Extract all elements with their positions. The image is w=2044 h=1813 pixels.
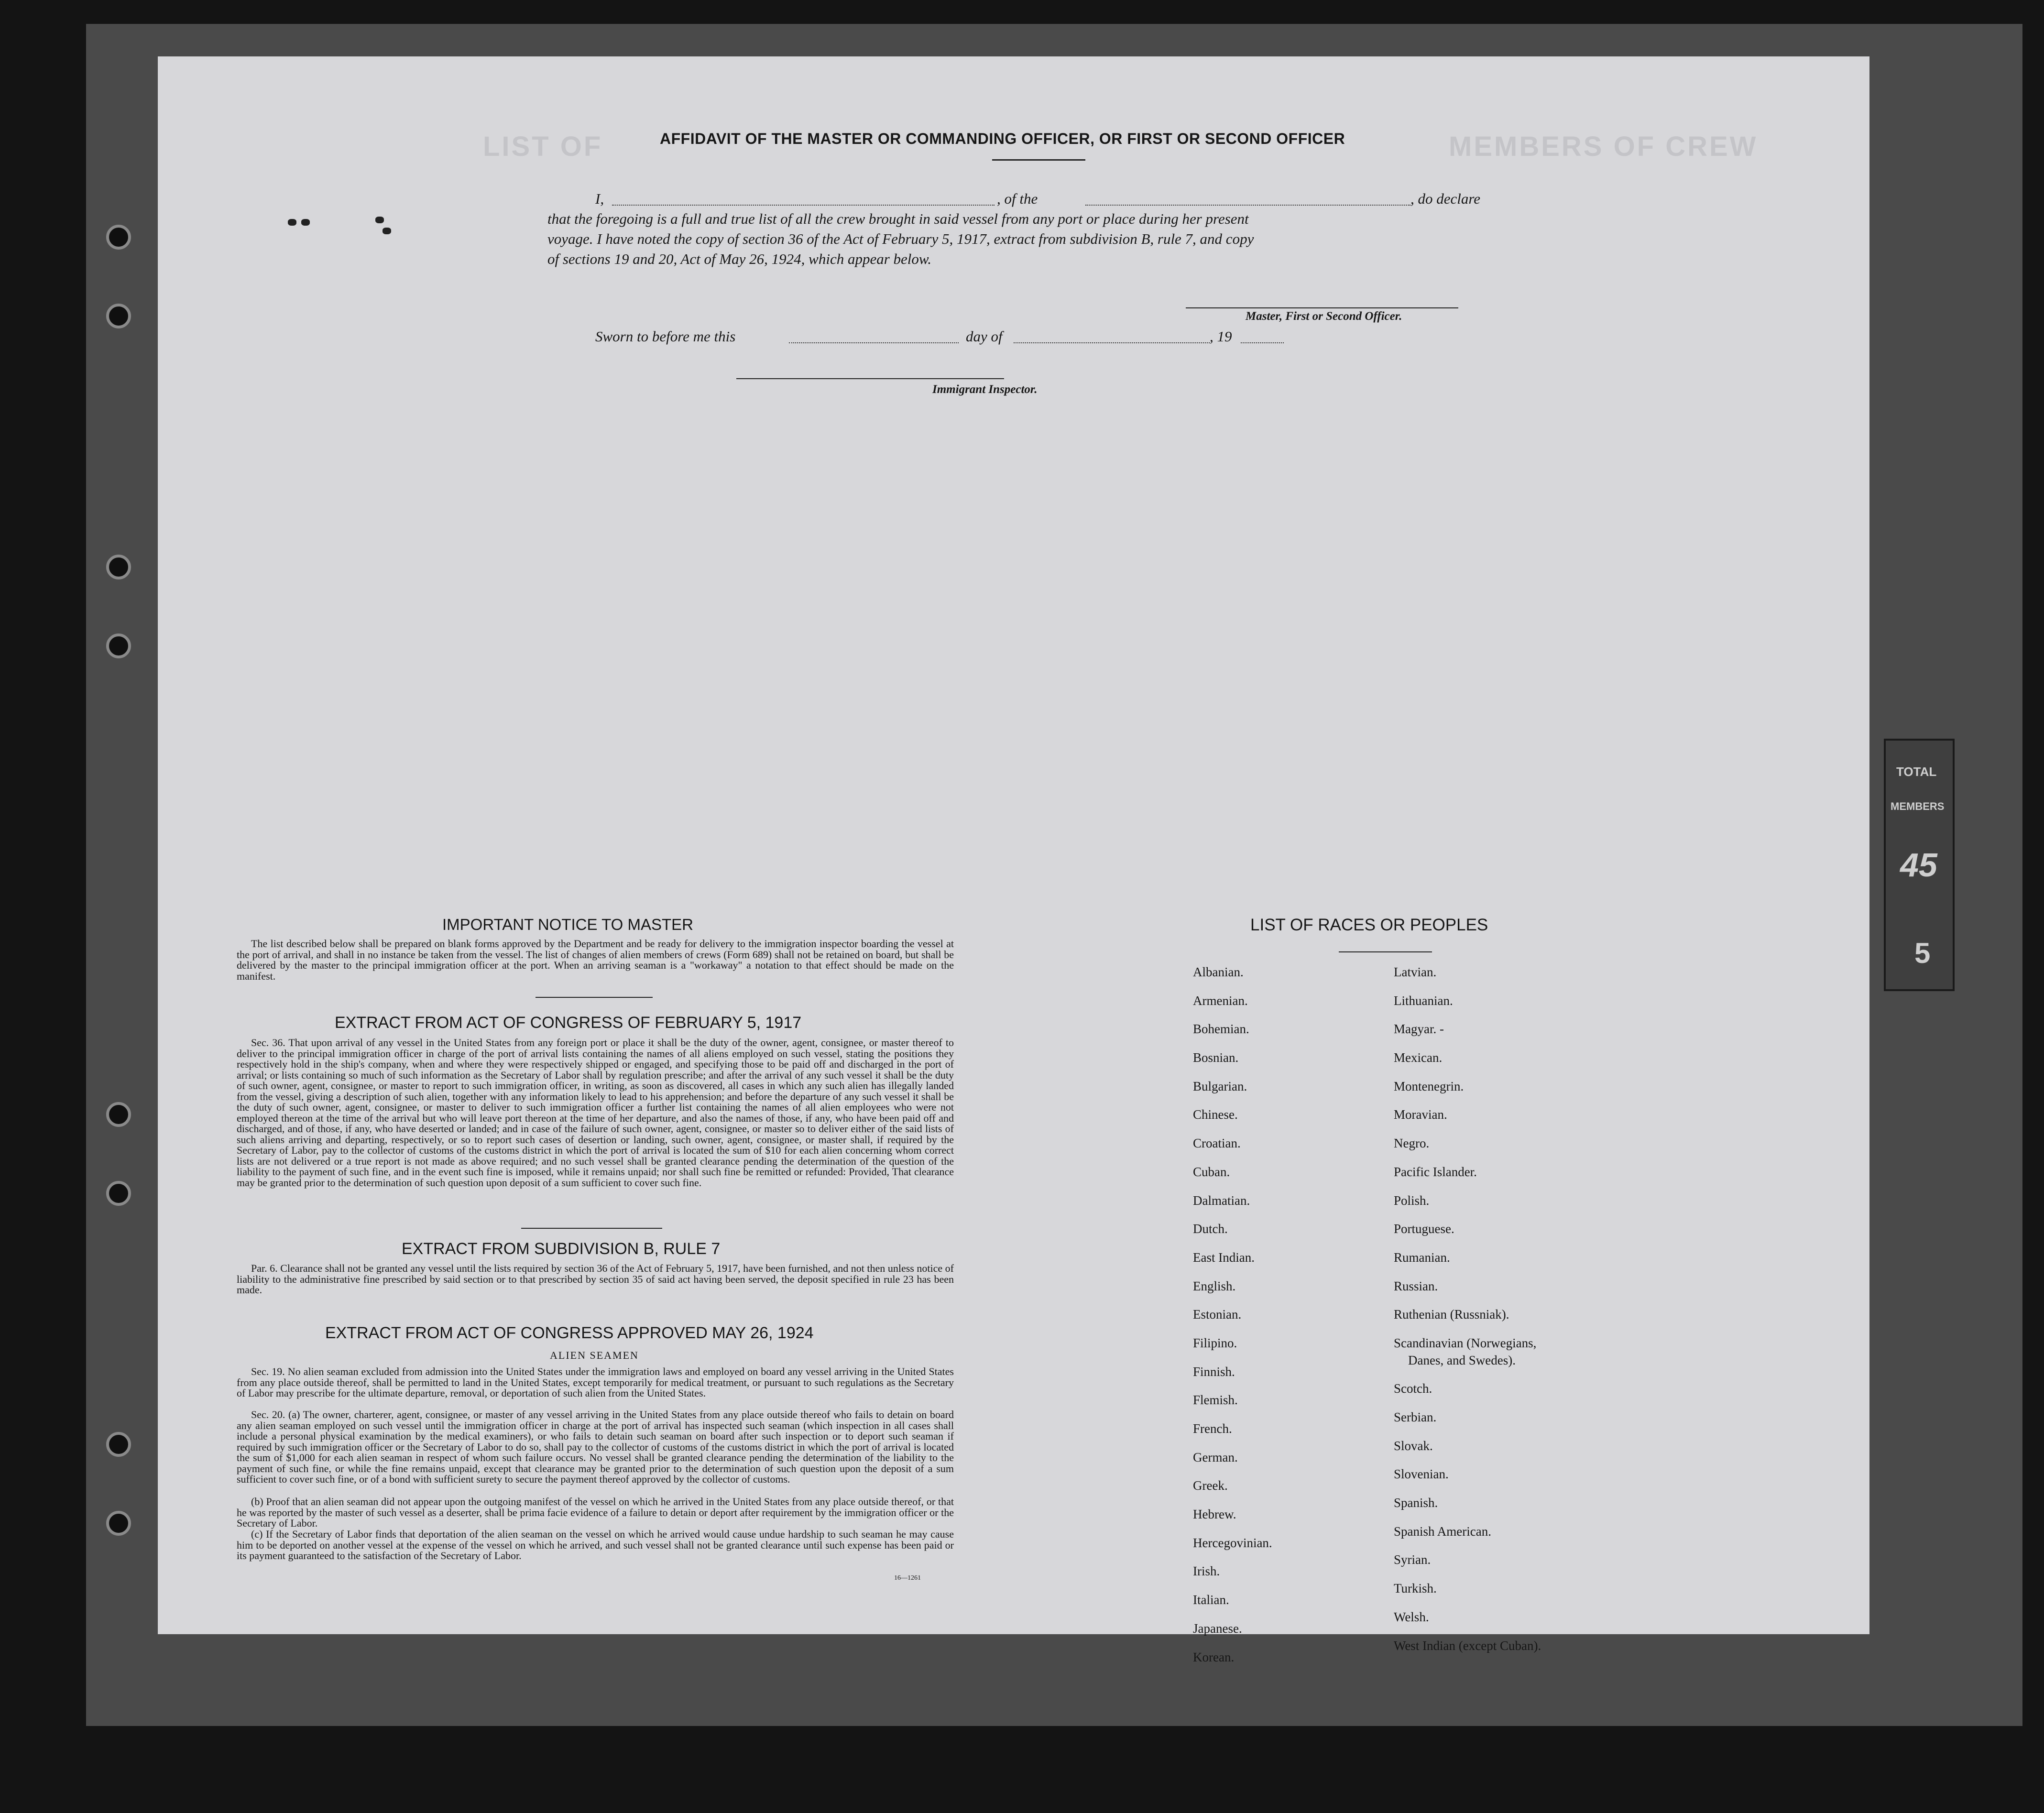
ink-mark: [375, 217, 384, 223]
race-list-item: Slovenian.: [1394, 1467, 1449, 1482]
year-text: , 19: [1210, 328, 1232, 345]
stamp-total-label: TOTAL: [1896, 765, 1937, 779]
race-list-item: English.: [1193, 1278, 1236, 1293]
document-page: [158, 56, 1869, 1664]
race-list-item: Spanish.: [1394, 1496, 1438, 1510]
race-list-item: Turkish.: [1394, 1581, 1437, 1596]
section-divider: [521, 1228, 662, 1229]
race-list-item: Lithuanian.: [1394, 993, 1453, 1008]
ink-mark: [301, 219, 310, 226]
race-list-item: Danes, and Swedes).: [1408, 1353, 1516, 1367]
races-title: LIST OF RACES OR PEOPLES: [1250, 916, 1488, 934]
race-list-item: Finnish.: [1193, 1364, 1235, 1379]
race-list-item: Dalmatian.: [1193, 1193, 1250, 1208]
affidavit-of-the: , of the: [997, 190, 1038, 207]
affidavit-line-2: that the foregoing is a full and true list of all the crew brought in said vessel from any port or place during her present: [547, 210, 1249, 227]
race-list-item: German.: [1193, 1450, 1238, 1464]
races-list-left: [1193, 965, 1272, 1678]
race-list-item: Albanian.: [1193, 965, 1244, 979]
race-list-item: West Indian (except Cuban).: [1394, 1638, 1541, 1653]
extract-1917-title: EXTRACT FROM ACT OF CONGRESS OF FEBRUARY 5, 1917: [335, 1014, 802, 1032]
race-list-item: Rumanian.: [1394, 1250, 1450, 1265]
binder-hole: [106, 304, 131, 328]
signature-caption: Master, First or Second Officer.: [1246, 310, 1402, 323]
race-list-item: Japanese.: [1193, 1621, 1242, 1636]
race-list-item: Montenegrin.: [1394, 1079, 1464, 1093]
stamp-members-label: MEMBERS: [1891, 800, 1945, 812]
race-list-item: Moravian.: [1394, 1107, 1447, 1122]
race-list-item: Hercegovinian.: [1193, 1535, 1272, 1550]
bleed-through-text: LIST OF: [483, 131, 603, 162]
crew-total-stamp: [1884, 739, 1955, 991]
month-blank: [1014, 342, 1210, 343]
affidavit-i: I,: [595, 190, 604, 207]
extract-rule7-body: Par. 6. Clearance shall not be granted any vessel until the lists required by section 36 of the Act of February 5, 1917, have been furnished, and not then unless notice of liability to the administrative fine prescribed by said section or to that prescribed by section 35 of said act having been served, the deposit specified in rule 23 has been made.: [237, 1262, 954, 1296]
race-list-item: Scandinavian (Norwegians,: [1394, 1335, 1537, 1350]
extract-1924-sec20c: (c) If the Secretary of Labor finds that deportation of the alien seaman on the vessel on which he arrived would cause undue hardship to such seaman he may cause him to be deported on another vessel at the expense of the vessel on which he arrived, and such vessel shall not be granted clearance until such expense has been paid or its payment guaranteed to the satisfaction of the Secretary of Labor.: [237, 1528, 954, 1562]
binder-hole: [106, 1181, 131, 1206]
stamp-digit: 5: [1914, 937, 1931, 969]
races-list-right: [1394, 965, 1541, 1667]
race-list-item: Ruthenian (Russniak).: [1394, 1307, 1509, 1322]
race-list-item: Italian.: [1193, 1593, 1229, 1607]
stamp-total-number: 45: [1900, 846, 1937, 884]
race-list-item: Polish.: [1394, 1193, 1430, 1208]
race-list-item: Hebrew.: [1193, 1507, 1236, 1522]
binder-hole: [106, 1511, 131, 1536]
race-list-item: Russian.: [1394, 1278, 1438, 1293]
race-list-item: Latvian.: [1394, 965, 1437, 979]
race-list-item: French.: [1193, 1421, 1232, 1436]
race-list-item: Chinese.: [1193, 1107, 1238, 1122]
race-list-item: Bulgarian.: [1193, 1079, 1247, 1093]
race-list-item: Syrian.: [1394, 1552, 1431, 1567]
race-list-item: Negro.: [1394, 1136, 1430, 1151]
race-list-item: Portuguese.: [1394, 1222, 1454, 1236]
extract-1924-title: EXTRACT FROM ACT OF CONGRESS APPROVED MAY 26, 1924: [325, 1324, 814, 1342]
extract-1917-body: Sec. 36. That upon arrival of any vessel in the United States from any foreign port or place it shall be the duty of the owner, agent, consignee, or master thereof to deliver to the principal immigration officer in charge of the port of arrival lists containing the names of all aliens employed on such vessel, stating the positions they respectively hold in the ship's company, when and where they were respectively shipped or engaged, and specifying those to be paid off and discharged in the port of arrival; or lists containing so much of such information as the Secretary of Labor shall by regulation prescribe; and after the arrival of any such vessel it shall be the duty of such owner, agent, consignee, or master to report to such immigration officer, in writing, as soon as discovered, all cases in which any such alien has illegally landed from the vessel, giving a description of such alien, together with any information likely to lead to his apprehension; and before the departure of any such vessel it shall be the duty of such owner, agent, consignee, or master to deliver to such immigration officer a further list containing the names of all alien employees who were not employed thereon at the time of the arrival but who will leave port thereon at the time of her departure, and also the names of those, if any, who have been paid off and discharged, and of those, if any, who have deserted or landed; and in case of the failure of such owner, agent, consignee, or master so to deliver either of the said lists of such aliens arriving and departing, respectively, or so to report such cases of desertion or landing, such owner, agent, consignee, or master shall, if required by the Secretary of Labor, pay to the collector of customs of the customs district in which the port of arrival is located the sum of $10 for each alien concerning whom correct lists are not delivered or a true report is not made as above required; and no such vessel shall be granted clearance pending the determination of the question of the liability to the payment of such fine, and in the event such fine is imposed, while it remains unpaid; nor shall such fine be remitted or refunded: Provided, That clearance may be granted prior to the determination of such question upon deposit of a sum sufficient to cover such fine.: [237, 1037, 954, 1189]
race-list-item: Pacific Islander.: [1394, 1164, 1477, 1179]
extract-rule7-title: EXTRACT FROM SUBDIVISION B, RULE 7: [402, 1240, 721, 1258]
extract-1924-sec19: Sec. 19. No alien seaman excluded from admission into the United States under the immigration laws and employed on board any vessel arriving in the United States from any place outside thereof, shall be permitted to land in the United States, except temporarily for medical treatment, or pursuant to such regulations as the Secretary of Labor may prescribe for the ultimate departure, removal, or deportation of such alien from the United States.: [237, 1365, 954, 1399]
race-list-item: Armenian.: [1193, 993, 1248, 1008]
ink-mark: [383, 228, 391, 234]
race-list-item: Bosnian.: [1193, 1050, 1239, 1065]
sworn-text: Sworn to before me this: [595, 328, 736, 345]
race-list-item: Welsh.: [1394, 1609, 1429, 1624]
race-list-item: Slovak.: [1394, 1438, 1433, 1453]
section-divider: [536, 997, 653, 998]
race-list-item: East Indian.: [1193, 1250, 1255, 1265]
race-list-item: Filipino.: [1193, 1335, 1237, 1350]
title-underline: [992, 159, 1085, 161]
signature-line: [1186, 307, 1458, 308]
sworn-day-blank: [789, 342, 959, 343]
notice-body: The list described below shall be prepared on blank forms approved by the Department and be ready for delivery to the immigration inspector boarding the vessel at the port of arrival, and shall in no instance be taken from the vessel. The list of changes of alien members of crews (Form 689) shall not be retained on board, but shall be delivered by the master to the principal immigration officer at the port. When an arriving seaman is a "workaway" a notation to that effect should be made on the manifest.: [237, 938, 954, 982]
race-list-item: Korean.: [1193, 1649, 1235, 1664]
race-list-item: Magyar. -: [1394, 1022, 1444, 1037]
affidavit-title: AFFIDAVIT OF THE MASTER OR COMMANDING OFFICER, OR FIRST OR SECOND OFFICER: [660, 130, 1345, 147]
binder-hole: [106, 633, 131, 658]
binder-hole: [106, 1102, 131, 1127]
extract-1924-sec20b: (b) Proof that an alien seaman did not appear upon the outgoing manifest of the vessel on which he arrived in the United States from any place outside thereof, or that he was reported by the master of such vessel as a deserter, shall be prima facie evidence of a failure to detain or deport after requirement by the immigration officer or the Secretary of Labor.: [237, 1496, 954, 1529]
race-list-item: Spanish American.: [1394, 1524, 1491, 1539]
affidavit-declare: , do declare: [1410, 190, 1481, 207]
race-list-item: Scotch.: [1394, 1381, 1432, 1396]
race-list-item: Cuban.: [1193, 1164, 1230, 1179]
bleed-through-text: MEMBERS OF CREW: [1449, 131, 1758, 162]
race-list-item: Irish.: [1193, 1564, 1220, 1579]
race-list-item: Serbian.: [1394, 1410, 1437, 1424]
ink-mark: [288, 219, 296, 226]
vessel-blank: [1085, 205, 1410, 206]
race-list-item: Dutch.: [1193, 1222, 1228, 1236]
inspector-line: [736, 378, 1004, 379]
binder-hole: [106, 225, 131, 250]
extract-1924-sec20a: Sec. 20. (a) The owner, charterer, agent, consignee, or master of any vessel arriving in the United States from any place outside thereof who fails to detain on board any alien seaman employed on such vessel until the immigration officer in charge at the port of arrival has inspected such seaman (which inspection in all cases shall include a personal physical examination by the medical examiners), or who fails to detain such seaman on board after such inspection or to deport such seaman if required by such immigration officer or the Secretary of Labor to do so, shall pay to the collector of customs of the customs district in which the port of arrival is located the sum of $1,000 for each alien seaman in respect of whom such failure occurs. No vessel shall be granted clearance pending the determination of the liability to the payment of such fine, or while the fine remains unpaid, except that clearance may be granted prior to the determination of such question upon the deposit of a sum sufficient to cover such fine, or of a bond with sufficient surety to secure the payment thereof approved by the collector of customs.: [237, 1409, 954, 1485]
race-list-item: Estonian.: [1193, 1307, 1242, 1322]
notice-title: IMPORTANT NOTICE TO MASTER: [442, 916, 694, 933]
year-blank: [1241, 342, 1284, 343]
race-list-item: Greek.: [1193, 1478, 1228, 1493]
race-list-item: Flemish.: [1193, 1393, 1238, 1408]
extract-1924-subtitle: ALIEN SEAMEN: [550, 1349, 639, 1361]
binder-hole: [106, 1432, 131, 1457]
race-list-item: Mexican.: [1394, 1050, 1443, 1065]
binder-hole: [106, 555, 131, 579]
affidavit-line-4: of sections 19 and 20, Act of May 26, 1924, which appear below.: [547, 251, 932, 267]
name-blank: [612, 205, 995, 206]
form-code: 16—1261: [894, 1574, 921, 1582]
race-list-item: Bohemian.: [1193, 1022, 1249, 1037]
inspector-caption: Immigrant Inspector.: [932, 383, 1038, 396]
races-underline: [1339, 951, 1432, 952]
day-of-text: day of: [966, 328, 1003, 345]
affidavit-line-3: voyage. I have noted the copy of section 36 of the Act of February 5, 1917, extract from subdivision B, rule 7, and copy: [547, 230, 1254, 247]
race-list-item: Croatian.: [1193, 1136, 1241, 1151]
